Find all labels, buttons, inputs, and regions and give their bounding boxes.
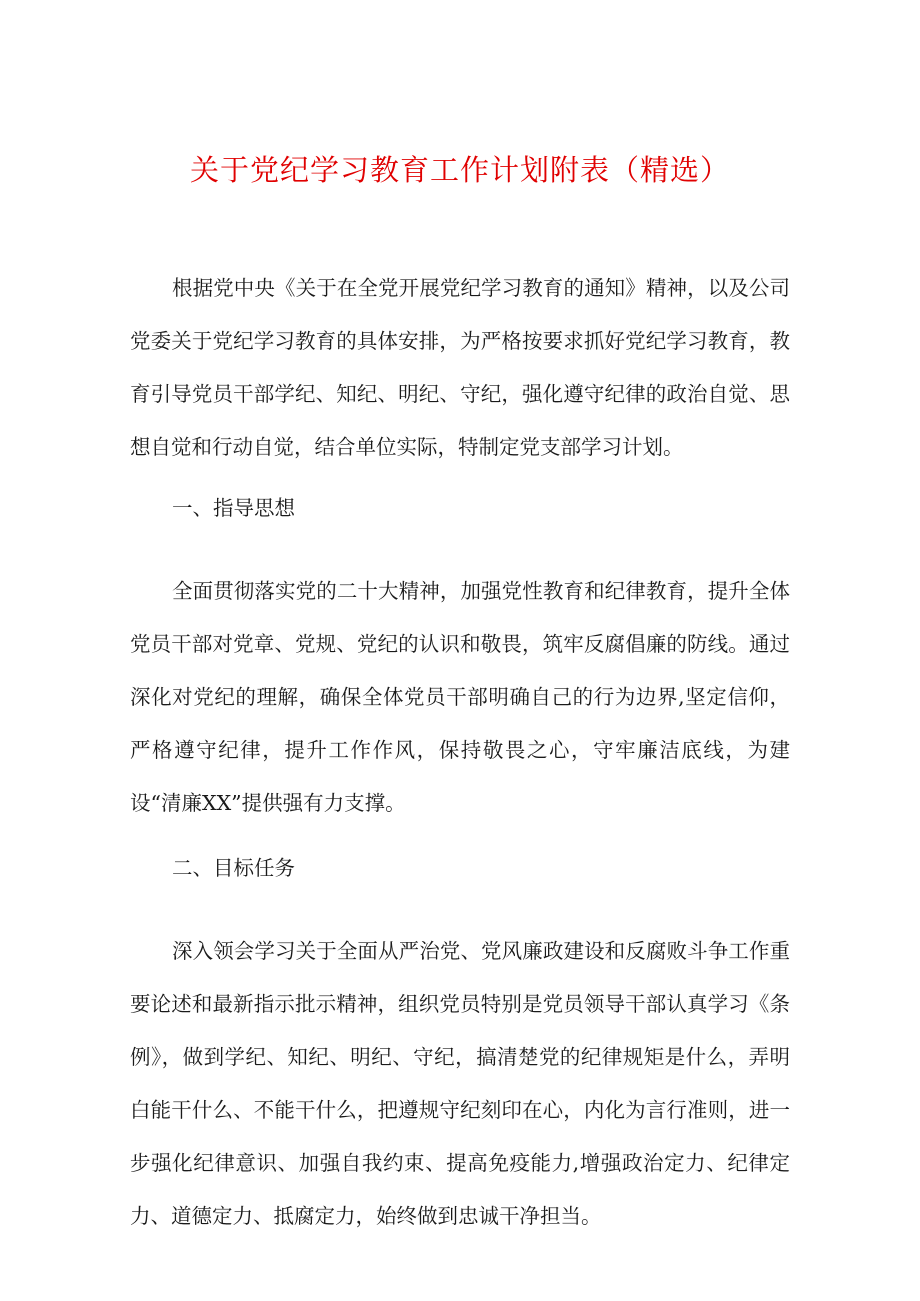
guiding-ideology-paragraph: 全面贯彻落实党的二十大精神，加强党性教育和纪律教育，提升全体党员干部对党章、党规、党纪的认识和敬畏，筑牢反腐倡廉的防线。通过深化对党纪的理解，确保全体党员干部明确自己的行为边界,坚定信仰，严格遵守纪律，提升工作作风，保持敬畏之心，守牢廉洁底线，为建设“清廉XX”提供强有力支撑。 <box>130 579 790 815</box>
section-heading-goals-tasks: 二、目标任务 <box>172 856 295 880</box>
intro-paragraph: 根据党中央《关于在全党开展党纪学习教育的通知》精神，以及公司党委关于党纪学习教育的具体安排，为严格按要求抓好党纪学习教育，教育引导党员干部学纪、知纪、明纪、守纪，强化遵守纪律的政治自觉、思想自觉和行动自觉，结合单位实际，特制定党支部学习计划。 <box>130 276 790 459</box>
document-title: 关于党纪学习教育工作计划附表（精选） <box>189 153 730 187</box>
section-heading-guiding-ideology: 一、指导思想 <box>172 496 295 520</box>
goals-tasks-paragraph: 深入领会学习关于全面从严治党、党风廉政建设和反腐败斗争工作重要论述和最新指示批示精神，组织党员特别是党员领导干部认真学习《条例》，做到学纪、知纪、明纪、守纪，搞清楚党的纪律规矩是什么，弄明白能干什么、不能干什么，把遵规守纪刻印在心，内化为言行准则，进一步强化纪律意识、加强自我约束、提高免疫能力,增强政治定力、纪律定力、道德定力、抵腐定力，始终做到忠诚干净担当。 <box>130 939 790 1228</box>
